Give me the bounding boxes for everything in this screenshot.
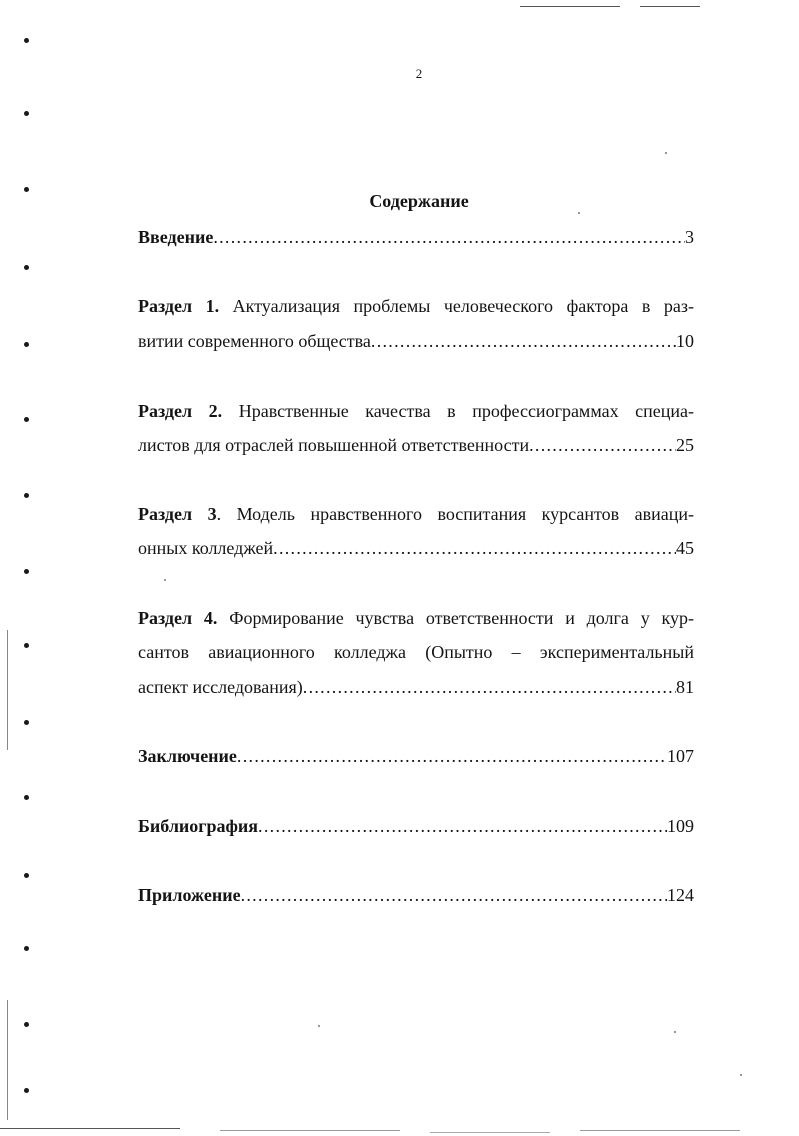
toc-entry-section-1-line1[interactable] — [138, 290, 694, 322]
toc-entry-page: 124 — [667, 885, 694, 905]
toc-entry-label: Заключение — [138, 746, 237, 766]
scan-edge-line — [430, 1132, 550, 1133]
toc-entry-title: листов для отраслей повышенной ответственности — [138, 435, 530, 455]
binder-hole — [24, 265, 29, 270]
binder-hole — [24, 795, 29, 800]
toc-entry-bibliography[interactable] — [138, 810, 694, 842]
toc-entry-section-2-line2[interactable] — [138, 429, 694, 461]
toc-entry-label: Приложение — [138, 885, 241, 905]
toc-entry-label: Раздел 2. — [138, 401, 223, 421]
scan-speck — [164, 579, 166, 581]
toc-entry-page: 3 — [685, 227, 694, 247]
toc-entry-page: 81 — [676, 677, 694, 697]
toc-entry-page: 25 — [676, 435, 694, 455]
toc-entry-title: Формирование чувства ответственности и долга у кур- — [229, 608, 694, 628]
scan-edge-line — [640, 6, 700, 7]
toc-entry-section-4-line2[interactable] — [138, 636, 694, 668]
scan-edge-line — [580, 1130, 740, 1131]
scan-speck — [665, 152, 667, 154]
toc-entry-section-3-line2[interactable] — [138, 532, 694, 564]
toc-entry-title: . Модель нравственного воспитания курсантов авиаци- — [216, 504, 694, 524]
scan-speck — [318, 1025, 320, 1027]
dot-leader — [237, 740, 667, 772]
toc-entry-title: Нравственные качества в профессиограммах специа- — [238, 401, 695, 421]
dot-leader — [371, 325, 676, 357]
toc-entry-page: 45 — [676, 538, 694, 558]
toc-entry-label: Библиография — [138, 816, 259, 836]
toc-entry-page: 10 — [676, 331, 694, 351]
dot-leader — [213, 221, 685, 253]
toc-entry-label: Введение — [138, 227, 214, 247]
binder-hole — [24, 38, 29, 43]
binder-hole — [24, 946, 29, 951]
toc-entry-page: 109 — [667, 816, 694, 836]
dot-leader — [273, 532, 676, 564]
scan-edge-line — [7, 1000, 8, 1120]
toc-entry-label: Раздел 1. — [138, 296, 220, 316]
toc-title: Содержание — [369, 191, 469, 211]
toc-entry-appendix[interactable] — [138, 879, 694, 911]
toc-entry-page: 107 — [667, 746, 694, 766]
binder-hole — [24, 111, 29, 116]
binder-hole — [24, 342, 29, 347]
dot-leader — [241, 879, 667, 911]
page-number: 2 — [415, 66, 423, 81]
dot-leader — [258, 810, 667, 842]
scan-speck — [740, 1074, 742, 1076]
toc-entry-conclusion[interactable] — [138, 740, 694, 772]
binder-hole — [24, 493, 29, 498]
binder-hole — [24, 873, 29, 878]
toc-entry-section-2-line1[interactable] — [138, 395, 694, 427]
toc-entry-title: аспект исследования) — [138, 677, 303, 697]
dot-leader — [303, 671, 676, 703]
scan-edge-line — [7, 630, 8, 750]
toc-entry-title: сантов авиационного колледжа (Опытно – экспериментальный — [138, 642, 694, 662]
scan-edge-line — [520, 6, 620, 7]
toc-entry-title: витии современного общества — [138, 331, 371, 351]
scan-edge-line — [0, 1128, 180, 1129]
scan-speck — [674, 1031, 676, 1033]
toc-entry-section-1-line2[interactable] — [138, 325, 694, 357]
toc-entry-introduction[interactable] — [138, 221, 694, 253]
binder-hole — [24, 1022, 29, 1027]
toc-entry-section-4-line1[interactable] — [138, 602, 694, 634]
dot-leader — [529, 429, 676, 461]
toc-entry-label: Раздел 3 — [138, 504, 217, 524]
toc-entry-section-3-line1[interactable] — [138, 498, 694, 530]
scan-edge-line — [220, 1130, 400, 1131]
scan-speck — [578, 212, 580, 214]
binder-hole — [24, 720, 29, 725]
toc-entry-section-4-line3[interactable] — [138, 671, 694, 703]
binder-hole — [24, 569, 29, 574]
toc-entry-title: Актуализация проблемы человеческого фактора в раз- — [232, 296, 694, 316]
binder-hole — [24, 1088, 29, 1093]
toc-entry-title: онных колледжей — [138, 538, 274, 558]
toc-entry-label: Раздел 4. — [138, 608, 218, 628]
binder-hole — [24, 417, 29, 422]
binder-hole — [24, 643, 29, 648]
